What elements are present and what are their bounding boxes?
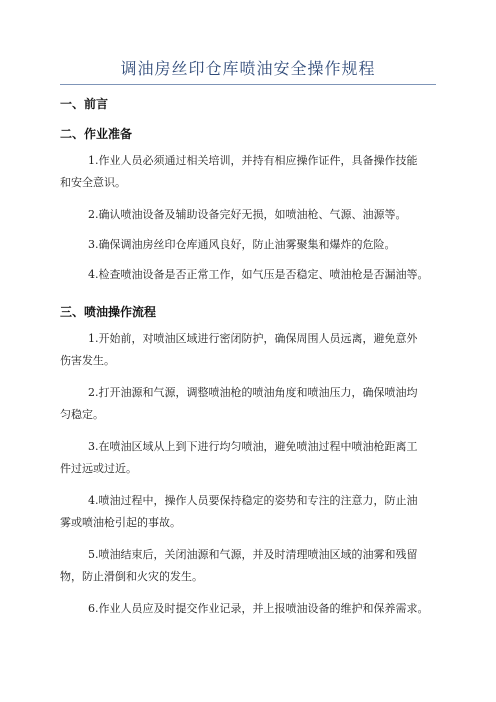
proc-item-4 xyxy=(60,490,448,534)
prep-item-1-line2: 和安全意识。 xyxy=(60,176,126,189)
prep-item-2-line1: 2.确认喷油设备及辅助设备完好无损，如喷油枪、气源、油源等。 xyxy=(88,208,407,221)
proc-item-6-line1: 6.作业人员应及时提交作业记录，并上报喷油设备的维护和保养需求。 xyxy=(88,602,429,615)
section-heading-preparation: 二、作业准备 xyxy=(60,127,133,141)
proc-item-5-line2: 物，防止滑倒和火灾的发生。 xyxy=(60,570,203,583)
prep-item-1 xyxy=(60,150,448,194)
section-heading-procedure: 三、喷油操作流程 xyxy=(60,305,157,319)
proc-item-2 xyxy=(60,382,448,426)
proc-item-5-line1: 5.喷油结束后，关闭油源和气源，并及时清理喷油区域的油雾和残留 xyxy=(88,548,418,561)
document-title: 调油房丝印仓库喷油安全操作规程 xyxy=(120,59,376,78)
proc-item-2-line1: 2.打开油源和气源，调整喷油枪的喷油角度和喷油压力，确保喷油均 xyxy=(88,386,418,399)
prep-item-2 xyxy=(60,204,448,226)
proc-item-1-line2: 伤害发生。 xyxy=(60,354,115,367)
prep-item-3 xyxy=(60,234,448,256)
proc-item-5 xyxy=(60,544,448,588)
prep-item-1-line1: 1.作业人员必须通过相关培训，并持有相应操作证件，具备操作技能 xyxy=(88,154,418,167)
proc-item-1-line1: 1.开始前，对喷油区域进行密闭防护，确保周围人员远离，避免意外 xyxy=(88,332,418,345)
proc-item-3-line1: 3.在喷油区域从上到下进行均匀喷油，避免喷油过程中喷油枪距离工 xyxy=(88,440,418,453)
proc-item-2-line2: 匀稳定。 xyxy=(60,408,104,421)
title-divider xyxy=(60,84,436,85)
section-heading-preface: 一、前言 xyxy=(60,97,109,111)
prep-item-3-line1: 3.确保调油房丝印仓库通风良好，防止油雾聚集和爆炸的危险。 xyxy=(88,238,396,251)
proc-item-6 xyxy=(60,598,448,620)
prep-item-4-line1: 4.检查喷油设备是否正常工作，如气压是否稳定、喷油枪是否漏油等。 xyxy=(88,268,429,281)
proc-item-4-line1: 4.喷油过程中，操作人员要保持稳定的姿势和专注的注意力，防止油 xyxy=(88,494,418,507)
proc-item-4-line2: 雾或喷油枪引起的事故。 xyxy=(60,516,181,529)
proc-item-1 xyxy=(60,328,448,372)
prep-item-4 xyxy=(60,264,448,286)
proc-item-3-line2: 件过远或过近。 xyxy=(60,462,137,475)
proc-item-3 xyxy=(60,436,448,480)
